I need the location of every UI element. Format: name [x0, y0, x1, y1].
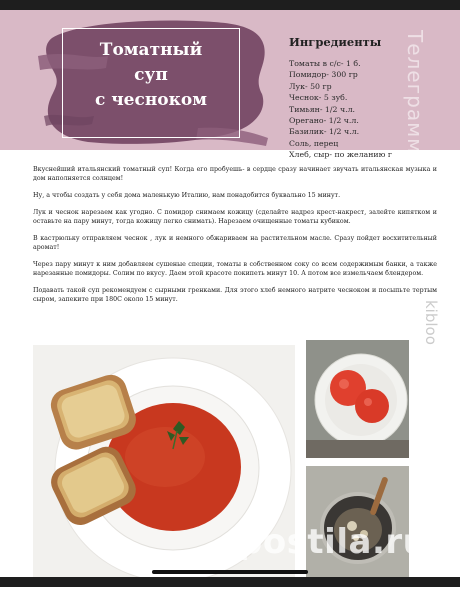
paragraph: Ну, а чтобы создать у себя дома маленькую Италию, нам понадобится буквально 15 минут. — [33, 192, 341, 199]
postila-watermark: postila.ru — [238, 522, 428, 562]
paragraph: Лук и чеснок нарезаем как угодно. С помидор снимаем кожицу (сделайте надрез крест-накрест, залейте кипятком и оставьте на пару минут, тогда кожицу легко снимать). Нарезаем очищенные томаты кубиком. — [33, 209, 437, 225]
home-indicator[interactable] — [152, 570, 308, 574]
ingredient-item: Лук- 50 гр — [289, 81, 332, 91]
ingredient-item: Чеснок- 5 зуб. — [289, 93, 348, 103]
peeled-tomatoes-photo — [306, 340, 409, 458]
paragraph: В кастрюльку отправляем чеснок , лук и немного обжариваем на растительном масле. Сразу пойдет восхитительный аромат! — [33, 235, 437, 251]
telegram-watermark: Телеграмм канал @s — [403, 30, 427, 269]
title-line-1: Томатный — [99, 40, 203, 60]
ingredient-item: Помидор- 300 гр — [289, 70, 358, 80]
ingredient-item: Базилик- 1/2 ч.л. — [289, 127, 360, 137]
top-bar — [0, 0, 460, 10]
bottom-bar — [0, 577, 460, 587]
recipe-instructions — [33, 165, 437, 312]
tomatoes-illustration — [306, 340, 409, 458]
ingredients-list — [289, 58, 392, 161]
title-line-2: суп — [134, 65, 168, 85]
ingredient-item: Тимьян- 1/2 ч.л. — [289, 104, 356, 114]
paragraph: Вкуснейший итальянский томатный суп! Когда его пробуешь- в сердце сразу начинает звучать итальянская музыка и дом наполняется солнцем! — [33, 166, 437, 182]
ingredient-item: Хлеб, сыр- по желанию г — [289, 150, 392, 160]
title-line-3: с чесноком — [94, 90, 208, 110]
ingredient-item: Томаты в с/с- 1 б. — [289, 59, 361, 68]
side-watermark: kibloo — [422, 300, 440, 345]
paragraph: Через пару минут к ним добавляем сушеные специи, томаты в собственном соку со всем содержимым банки, а также нарезанные помидоры. Солим по вкусу. Даем этой красоте покипеть минут 10. А потом все измельчаем блендером. — [33, 261, 437, 277]
ingredient-item: Орегано- 1/2 ч.л. — [289, 116, 359, 126]
ingredients-title: Ингредиенты — [289, 35, 382, 49]
recipe-title — [62, 38, 240, 113]
ingredient-item: Соль, перец — [289, 138, 339, 148]
paragraph: Подавать такой суп рекомендуем с сырными гренками. Для этого хлеб немного натрите чесноком и посыпьте тертым сыром, запеките при 180С около 15 минут. — [33, 287, 437, 303]
